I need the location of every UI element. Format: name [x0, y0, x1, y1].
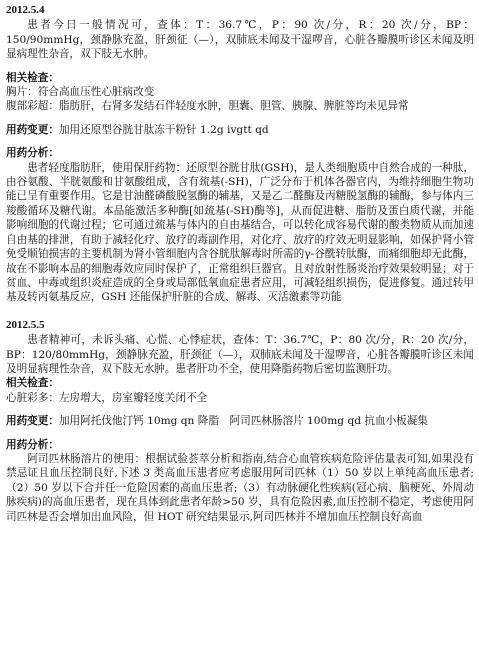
drug-analysis-paragraph: 阿司匹林肠溶片的使用：根据试验荟萃分析和指南,结合心血管疾病危险评估量表可知,如果没有禁忌证且血压控制良好,下述 3 类高血压患者应考虑服用阿司匹林（1）50 岁以上单纯高血压患者;（2）50 岁以下合并任一危险因素的高血压患者;（3）有动脉硬化性疾病(冠心病、脑梗死、外周动脉疾病)的高血压患者，现在具体到此患者年龄>50 岁，具有危险因素,血压控制不稳定，考虑使用阿司匹林是否会增加出血风险，但 HOT 研究结果显示,阿司匹林并不增加血压控制良好高血 [6, 452, 474, 523]
section-date: 2012.5.5 [6, 318, 45, 331]
related-exam-echo: 心脏彩多：左房增大，房室瓣轻度关闭不全 [6, 391, 208, 404]
exam-paragraph: 患者今日一般情况可，查体：T：36.7℃，P：90 次/分，R：20 次/分，BP：150/90mmHg，颈静脉充盈，肝颈征（—），双肺底未闻及干湿啰音，心脏各瓣膜听诊区未闻及明显病理性杂音，双下肢无水肿。 [6, 19, 474, 61]
drug-analysis-heading: 用药分析： [6, 147, 59, 160]
exam-paragraph: 患者精神可，未诉头痛、心慌、心悸症状，查体：T：36.7℃，P：80 次/分，R：20 次/分，BP：120/80mmHg，颈静脉充盈，肝颈征（—），双肺底未闻及干湿啰音，心脏各瓣膜听诊区未闻及明显病理性杂音，双下肢无水肿。患者肝功不全，使用降脂药物后密切监测肝功。 [6, 334, 474, 375]
related-exam-heading: 相关检查： [6, 377, 59, 390]
related-exam-heading: 相关检查： [6, 71, 59, 84]
related-exam-ultrasound: 腹部彩超：脂肪肝，右肾多发结石伴轻度水肿，胆囊、胆管、胰腺、脾脏等均未见异常 [6, 100, 409, 113]
drug-change-label: 用药变更： [6, 123, 59, 136]
drug-analysis-heading: 用药分析： [6, 438, 59, 451]
drug-change-line [6, 123, 474, 137]
drug-change-label: 用药变更： [6, 415, 59, 428]
drug-change-line [6, 414, 474, 428]
related-exam-chest-xray: 胸片：符合高血压性心脏病改变 [6, 86, 155, 99]
drug-analysis-paragraph: 患者轻度脂肪肝，使用保肝药物：还原型谷胱甘肽(GSH)，是人类细胞质中自然合成的一种肽，由谷氨酸、半胱氨酸和甘氨酸组成，含有巯基(-SH)，广泛分布于机体各器官内，为维持细胞生物功能已呈有重要作用。它是甘油醛磷酸脱氢酶的辅基，又是乙二醛酶及丙糖脱氢酶的辅酶，参与体内三羧酸循环及糖代谢。本品能激活多种酶[如巯基(-SH)酶等]，从而促进糖、脂肪及蛋白质代谢，并能影响细胞的代谢过程；它可通过巯基与体内的自由基结合，可以转化成容易代谢的酸类物质从而加速自由基的排泄，有助于减轻化疗、放疗的毒副作用，对化疗、放疗的疗效无明显影响，如保护肾小管免受顺铂损害的主要机制为肾小管细胞内含谷胱肽解毒时所需的γ-谷酰转肽酶，而痛细胞却无此酶，故在不影响本品的细胞毒效应同时保护了，正常组织巨器官。且对放射性肠炎治疗效果较明显；对于贫血、中毒或组织炎症造成的全身或局部低氧血症患者应用，可减轻组织损伤，促进修复。通过转甲基及转丙氨基反应，GSH 还能保护肝脏的合成、解毒、灭活激素等功能 [6, 161, 474, 304]
drug-change-text: 加用还原型谷胱甘肽冻干粉针 1.2g ivgtt qd [58, 123, 269, 136]
section-date: 2012.5.4 [6, 4, 45, 16]
drug-change-text: 加用阿托伐他汀钙 10mg qn 降脂 阿司匹林肠溶片 100mg qd 抗血小板凝集 [58, 415, 428, 428]
